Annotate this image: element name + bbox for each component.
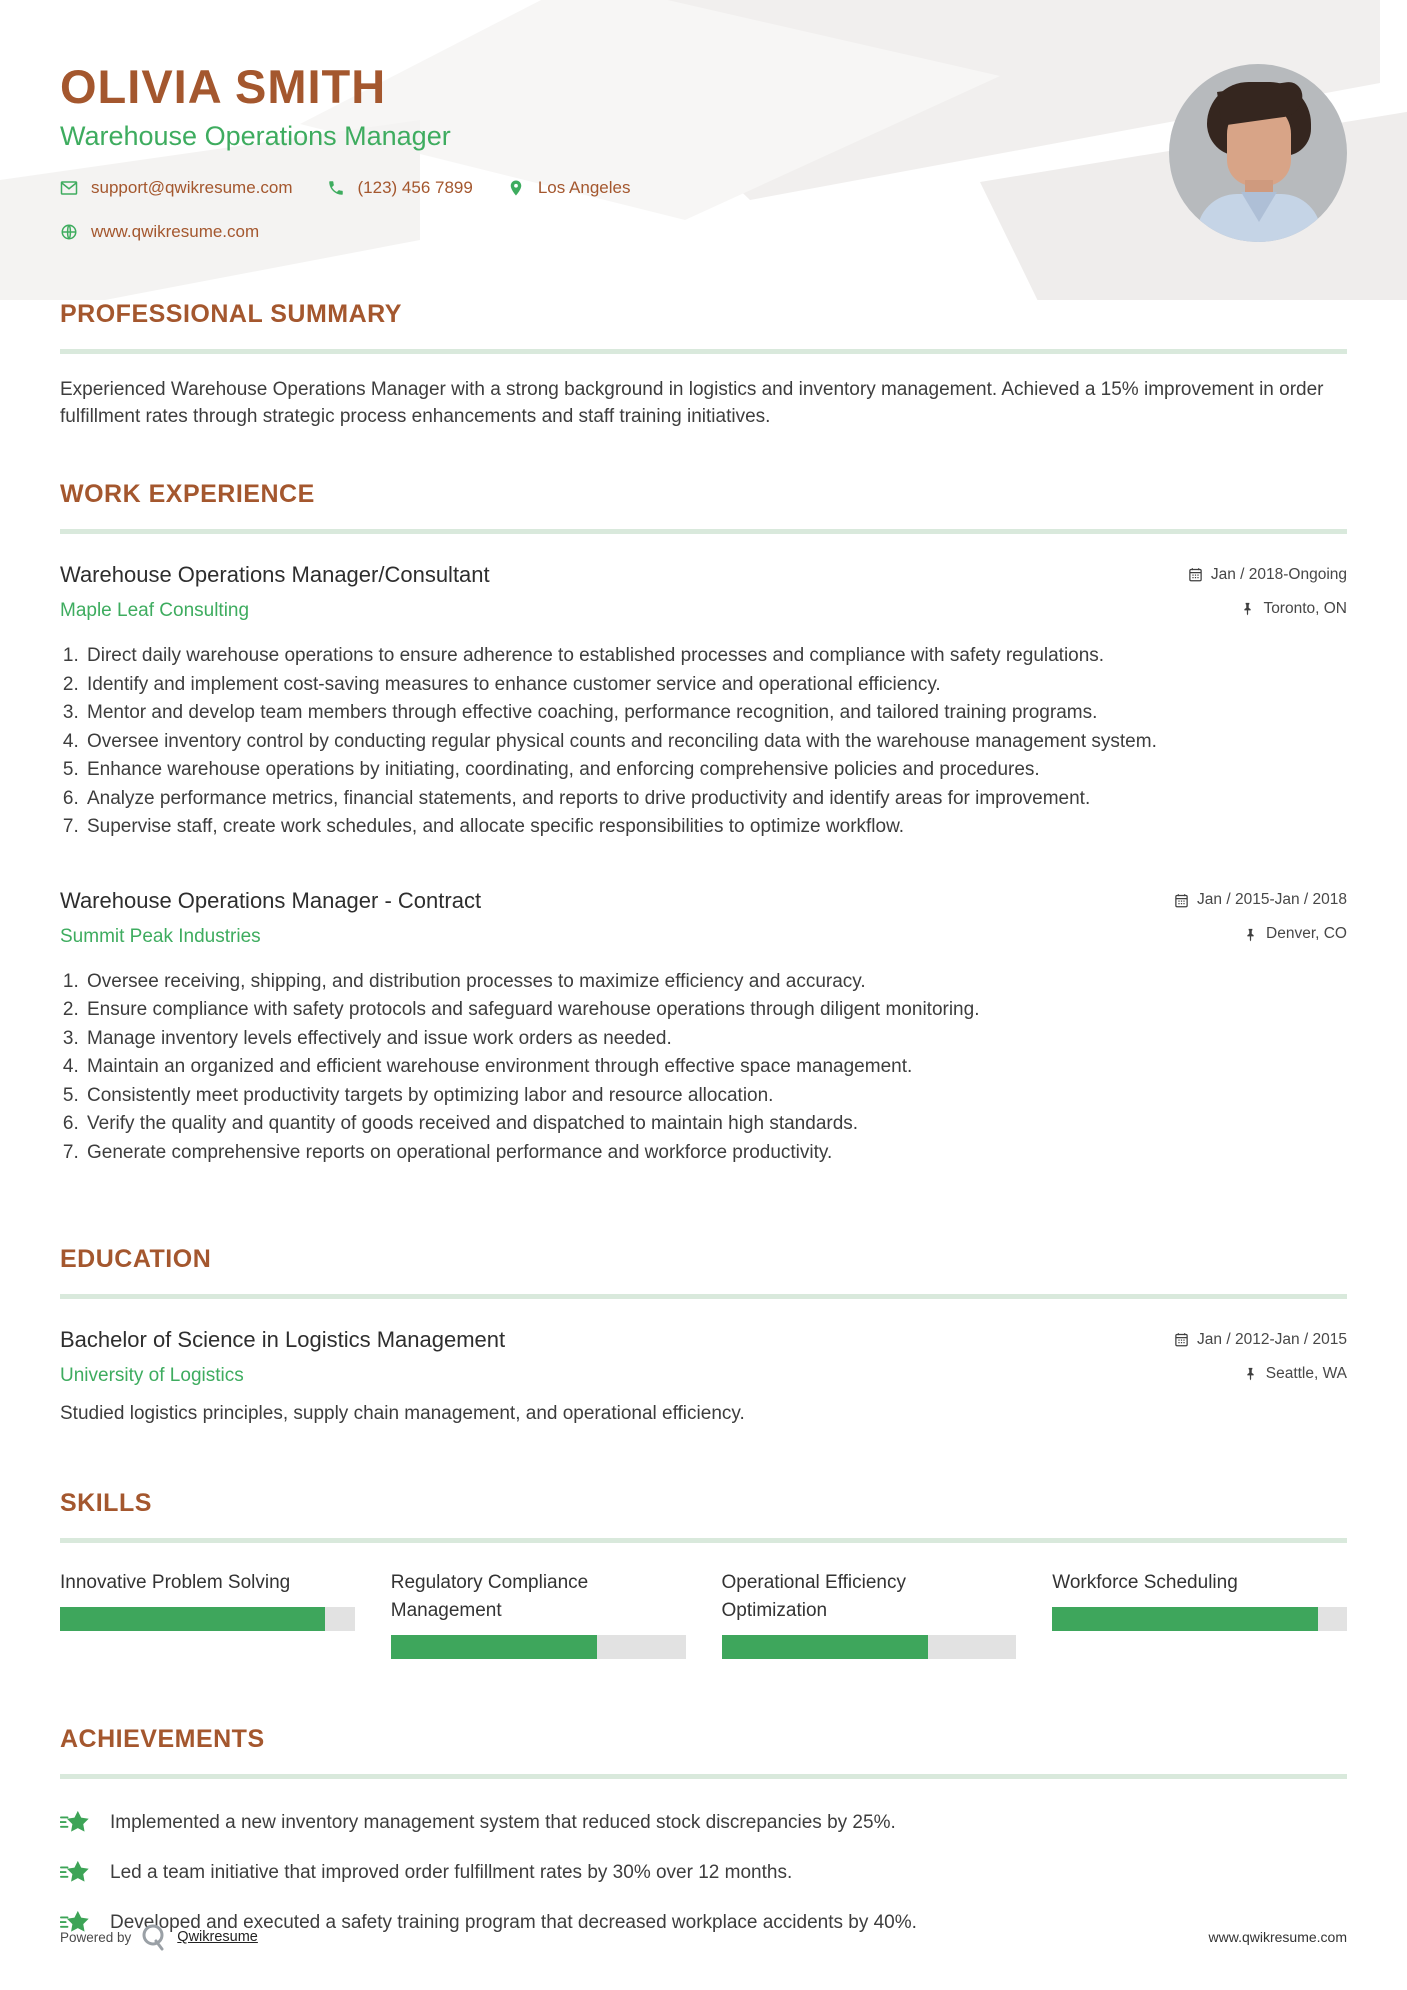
job-dates-text: Jan / 2015-Jan / 2018 — [1197, 891, 1347, 909]
school-name: University of Logistics — [60, 1365, 244, 1387]
calendar-icon — [1174, 893, 1189, 908]
map-pin-icon — [507, 179, 525, 197]
achievement-list — [60, 1809, 1347, 1937]
section-achievements — [60, 1725, 1347, 1937]
calendar-icon — [1188, 567, 1203, 582]
contact-website[interactable] — [60, 222, 259, 242]
skill-item — [60, 1569, 355, 1659]
qwikresume-link[interactable]: Qwikresume — [177, 1929, 258, 1945]
education-location — [1243, 1365, 1347, 1383]
job-bullet: 3. Manage inventory levels effectively and issue work orders as needed. — [84, 1025, 1347, 1054]
job-bullet: 2. Ensure compliance with safety protocols and safeguard warehouse operations through diligent monitoring. — [84, 996, 1347, 1025]
section-heading: ACHIEVEMENTS — [60, 1725, 265, 1754]
achievement-item — [60, 1859, 1347, 1887]
qwikresume-q-icon — [141, 1922, 167, 1952]
pushpin-icon — [1243, 927, 1258, 942]
contact-location-text: Los Angeles — [537, 178, 631, 198]
footer-website[interactable]: www.qwikresume.com — [1208, 1929, 1347, 1945]
degree-title: Bachelor of Science in Logistics Management — [60, 1327, 506, 1353]
skill-bar-track — [391, 1635, 686, 1659]
skill-bar-fill — [391, 1635, 597, 1659]
skill-label: Workforce Scheduling — [1052, 1572, 1238, 1594]
skill-bar-track — [1052, 1607, 1347, 1631]
section-divider — [60, 1538, 1347, 1543]
person-name: OLIVIA SMITH — [60, 60, 387, 113]
job-dates-text: Jan / 2018-Ongoing — [1210, 565, 1347, 583]
header — [60, 0, 1347, 242]
phone-icon — [327, 179, 345, 197]
achievement-item — [60, 1809, 1347, 1837]
job-bullet: 6. Verify the quality and quantity of goods received and dispatched to maintain high standards. — [84, 1110, 1347, 1139]
job-company: Summit Peak Industries — [60, 925, 261, 947]
job-location — [1243, 925, 1347, 943]
job-bullet-list — [60, 968, 1347, 1168]
powered-by-label: Powered by — [60, 1929, 132, 1945]
achievement-text: Developed and executed a safety training program that decreased workplace accidents by 40%. — [110, 1912, 917, 1934]
education-entry — [60, 1327, 1347, 1425]
section-heading: PROFESSIONAL SUMMARY — [60, 300, 402, 329]
calendar-icon — [1174, 1332, 1189, 1347]
section-divider — [60, 529, 1347, 534]
section-heading: SKILLS — [60, 1489, 152, 1518]
job-bullet: 7. Supervise staff, create work schedules, and allocate specific responsibilities to optimize workflow. — [84, 813, 1347, 842]
shooting-star-icon — [60, 1859, 90, 1887]
envelope-icon — [60, 179, 78, 197]
section-heading: WORK EXPERIENCE — [60, 480, 315, 509]
job-entry — [60, 888, 1347, 1168]
contact-email-text: support@qwikresume.com — [91, 178, 293, 198]
skill-label: Innovative Problem Solving — [60, 1572, 291, 1594]
footer — [60, 1922, 1347, 1952]
contact-website-text: www.qwikresume.com — [91, 222, 260, 242]
summary-text: Experienced Warehouse Operations Manager with a strong background in logistics and inventory management. Achieved a 15% improvement in order fulfillment rates through strategic process enhancements and staff training initiatives. — [60, 379, 1324, 428]
contact-location — [507, 178, 631, 198]
job-title: Warehouse Operations Manager/Consultant — [60, 562, 490, 588]
shooting-star-icon — [60, 1809, 90, 1837]
job-dates — [1188, 566, 1347, 584]
skill-bar-fill — [1052, 1607, 1317, 1631]
skill-item — [391, 1569, 686, 1659]
skill-item — [1052, 1569, 1347, 1659]
job-location-text: Denver, CO — [1266, 925, 1347, 943]
job-bullet: 2. Identify and implement cost-saving measures to enhance customer service and operational efficiency. — [84, 671, 1347, 700]
job-title: Warehouse Operations Manager - Contract — [60, 887, 482, 913]
job-bullet: 4. Oversee inventory control by conducting regular physical counts and reconciling data with the warehouse management system. — [84, 728, 1347, 757]
skill-bar-fill — [722, 1635, 928, 1659]
skill-bar-fill — [60, 1607, 325, 1631]
section-skills — [60, 1489, 1347, 1659]
job-location — [1240, 600, 1347, 618]
section-divider — [60, 1294, 1347, 1299]
job-bullet: 5. Consistently meet productivity targets by optimizing labor and resource allocation. — [84, 1082, 1347, 1111]
contact-phone[interactable] — [327, 178, 473, 198]
skill-bar-track — [722, 1635, 1017, 1659]
education-dates-text: Jan / 2012-Jan / 2015 — [1197, 1330, 1347, 1348]
person-job-title: Warehouse Operations Manager — [60, 121, 451, 152]
job-bullet: 5. Enhance warehouse operations by initiating, coordinating, and enforcing comprehensive policies and procedures. — [84, 756, 1347, 785]
pushpin-icon — [1240, 601, 1255, 616]
section-education — [60, 1245, 1347, 1425]
skill-bar-track — [60, 1607, 355, 1631]
education-location-text: Seattle, WA — [1265, 1364, 1347, 1382]
globe-icon — [60, 223, 78, 241]
education-dates — [1174, 1331, 1347, 1349]
section-divider — [60, 349, 1347, 354]
contact-phone-text: (123) 456 7899 — [357, 178, 473, 198]
job-list — [60, 562, 1347, 1167]
skill-item — [722, 1569, 1017, 1659]
job-bullet-list — [60, 642, 1347, 842]
contact-row — [60, 178, 1347, 198]
pushpin-icon — [1243, 1366, 1258, 1381]
profile-photo — [1169, 64, 1347, 242]
skill-label: Regulatory Compliance Management — [390, 1572, 589, 1622]
footer-branding — [60, 1922, 258, 1952]
contact-email[interactable] — [60, 178, 293, 198]
section-professional-summary — [60, 300, 1347, 430]
job-company: Maple Leaf Consulting — [60, 600, 250, 622]
section-heading: EDUCATION — [60, 1245, 212, 1274]
skills-grid — [60, 1569, 1347, 1659]
job-entry — [60, 562, 1347, 842]
job-bullet: 1. Oversee receiving, shipping, and distribution processes to maximize efficiency and accuracy. — [84, 968, 1347, 997]
job-dates — [1174, 891, 1347, 909]
job-bullet: 3. Mentor and develop team members through effective coaching, performance recognition, and tailored training programs. — [84, 699, 1347, 728]
achievement-text: Led a team initiative that improved order fulfillment rates by 30% over 12 months. — [110, 1862, 793, 1884]
job-location-text: Toronto, ON — [1263, 599, 1347, 617]
skill-label: Operational Efficiency Optimization — [721, 1572, 906, 1622]
job-bullet: 4. Maintain an organized and efficient warehouse environment through effective space management. — [84, 1053, 1347, 1082]
education-description: Studied logistics principles, supply chain management, and operational efficiency. — [60, 1403, 745, 1425]
section-divider — [60, 1774, 1347, 1779]
job-bullet: 6. Analyze performance metrics, financial statements, and reports to drive productivity and identify areas for improvement. — [84, 785, 1347, 814]
section-work-experience — [60, 480, 1347, 1167]
job-bullet: 7. Generate comprehensive reports on operational performance and workforce productivity. — [84, 1139, 1347, 1168]
achievement-text: Implemented a new inventory management system that reduced stock discrepancies by 25%. — [110, 1812, 896, 1834]
website-row — [60, 222, 1347, 242]
job-bullet: 1. Direct daily warehouse operations to ensure adherence to established processes and compliance with safety regulations. — [84, 642, 1347, 671]
